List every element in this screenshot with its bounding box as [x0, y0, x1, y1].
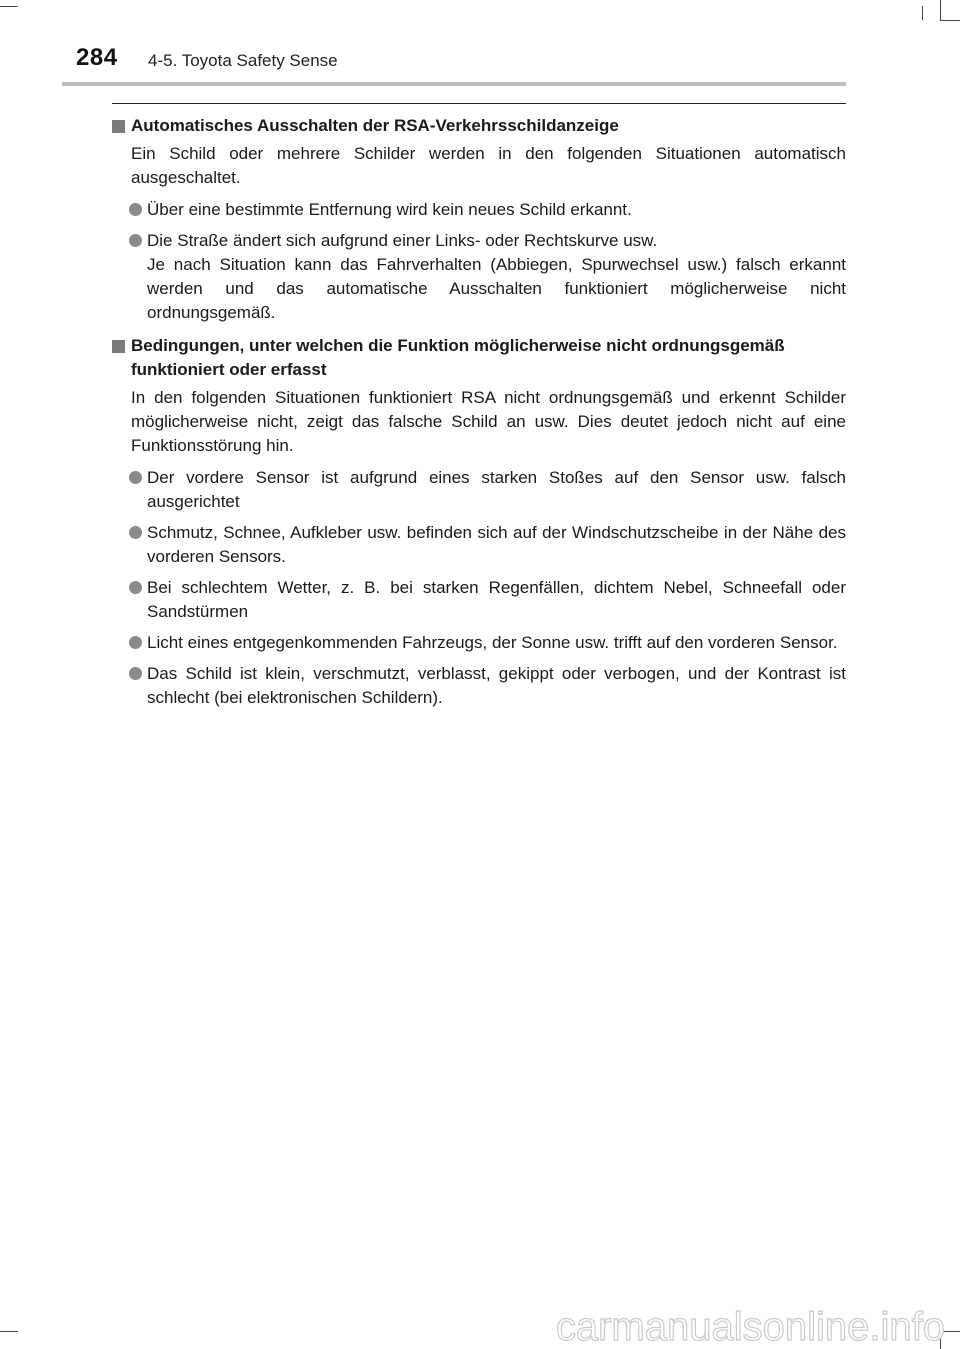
square-bullet-icon — [112, 340, 125, 353]
list-item-text: Über eine bestimmte Entfernung wird kein neues Schild erkannt. — [147, 200, 632, 219]
round-bullet-icon — [129, 526, 142, 539]
section-heading — [112, 114, 846, 138]
list-item — [112, 466, 846, 514]
section-heading-text: Bedingungen, unter welchen die Funktion möglicherweise nicht ordnungsgemäß funktioniert oder erfasst — [131, 336, 785, 379]
section-heading — [112, 334, 846, 382]
list-item-text: Schmutz, Schnee, Aufkleber usw. befinden sich auf der Windschutzscheibe in der Nähe des vorderen Sensors. — [147, 523, 846, 566]
crop-mark — [940, 1331, 941, 1349]
round-bullet-icon — [129, 581, 142, 594]
list-item-text: Der vordere Sensor ist aufgrund eines starken Stoßes auf den Sensor usw. falsch ausgerichtet — [147, 468, 846, 511]
list-item — [112, 631, 846, 655]
page-header — [0, 0, 960, 84]
round-bullet-icon — [129, 203, 142, 216]
list-item — [112, 662, 846, 710]
list-item-text: Die Straße ändert sich aufgrund einer Links- oder Rechtskurve usw. — [147, 231, 658, 250]
page-content — [112, 114, 846, 717]
list-item — [112, 198, 846, 222]
list-item-note: Je nach Situation kann das Fahrverhalten (Abbiegen, Spurwechsel usw.) falsch erkannt werden und das automatische Ausschalten funktioniert möglicherweise nicht ordnungsgemäß. — [147, 255, 846, 322]
list-item-text: Bei schlechtem Wetter, z. B. bei starken Regenfällen, dichtem Nebel, Schneefall oder Sandstürmen — [147, 578, 846, 621]
round-bullet-icon — [129, 636, 142, 649]
round-bullet-icon — [129, 667, 142, 680]
list-item-text: Licht eines entgegenkommenden Fahrzeugs, der Sonne usw. trifft auf den vorderen Sensor. — [147, 633, 838, 652]
page-number: 284 — [76, 44, 118, 71]
square-bullet-icon — [112, 120, 125, 133]
crop-mark — [940, 1331, 960, 1332]
list-item — [112, 521, 846, 569]
section-heading-text: Automatisches Ausschalten der RSA-Verkehrsschildanzeige — [131, 116, 619, 135]
content-divider — [112, 103, 846, 104]
section-intro: Ein Schild oder mehrere Schilder werden in den folgenden Situationen automatisch ausgeschaltet. — [131, 144, 846, 187]
svg-text:carmanualsonline.info: carmanualsonline.info — [555, 1305, 945, 1349]
section-intro: In den folgenden Situationen funktioniert RSA nicht ordnungsgemäß und erkennt Schilder möglicherweise nicht, zeigt das falsche Schild an usw. Dies deutet jedoch nicht auf eine Funktionsstörung hin. — [131, 388, 846, 455]
crop-mark — [0, 1331, 18, 1332]
section-title: 4-5. Toyota Safety Sense — [148, 51, 338, 70]
list-item — [112, 229, 846, 325]
round-bullet-icon — [129, 471, 142, 484]
round-bullet-icon — [129, 234, 142, 247]
list-item-text: Das Schild ist klein, verschmutzt, verblasst, gekippt oder verbogen, und der Kontrast ist schlecht (bei elektronischen Schildern). — [147, 664, 846, 707]
header-rule — [62, 82, 846, 86]
list-item — [112, 576, 846, 624]
